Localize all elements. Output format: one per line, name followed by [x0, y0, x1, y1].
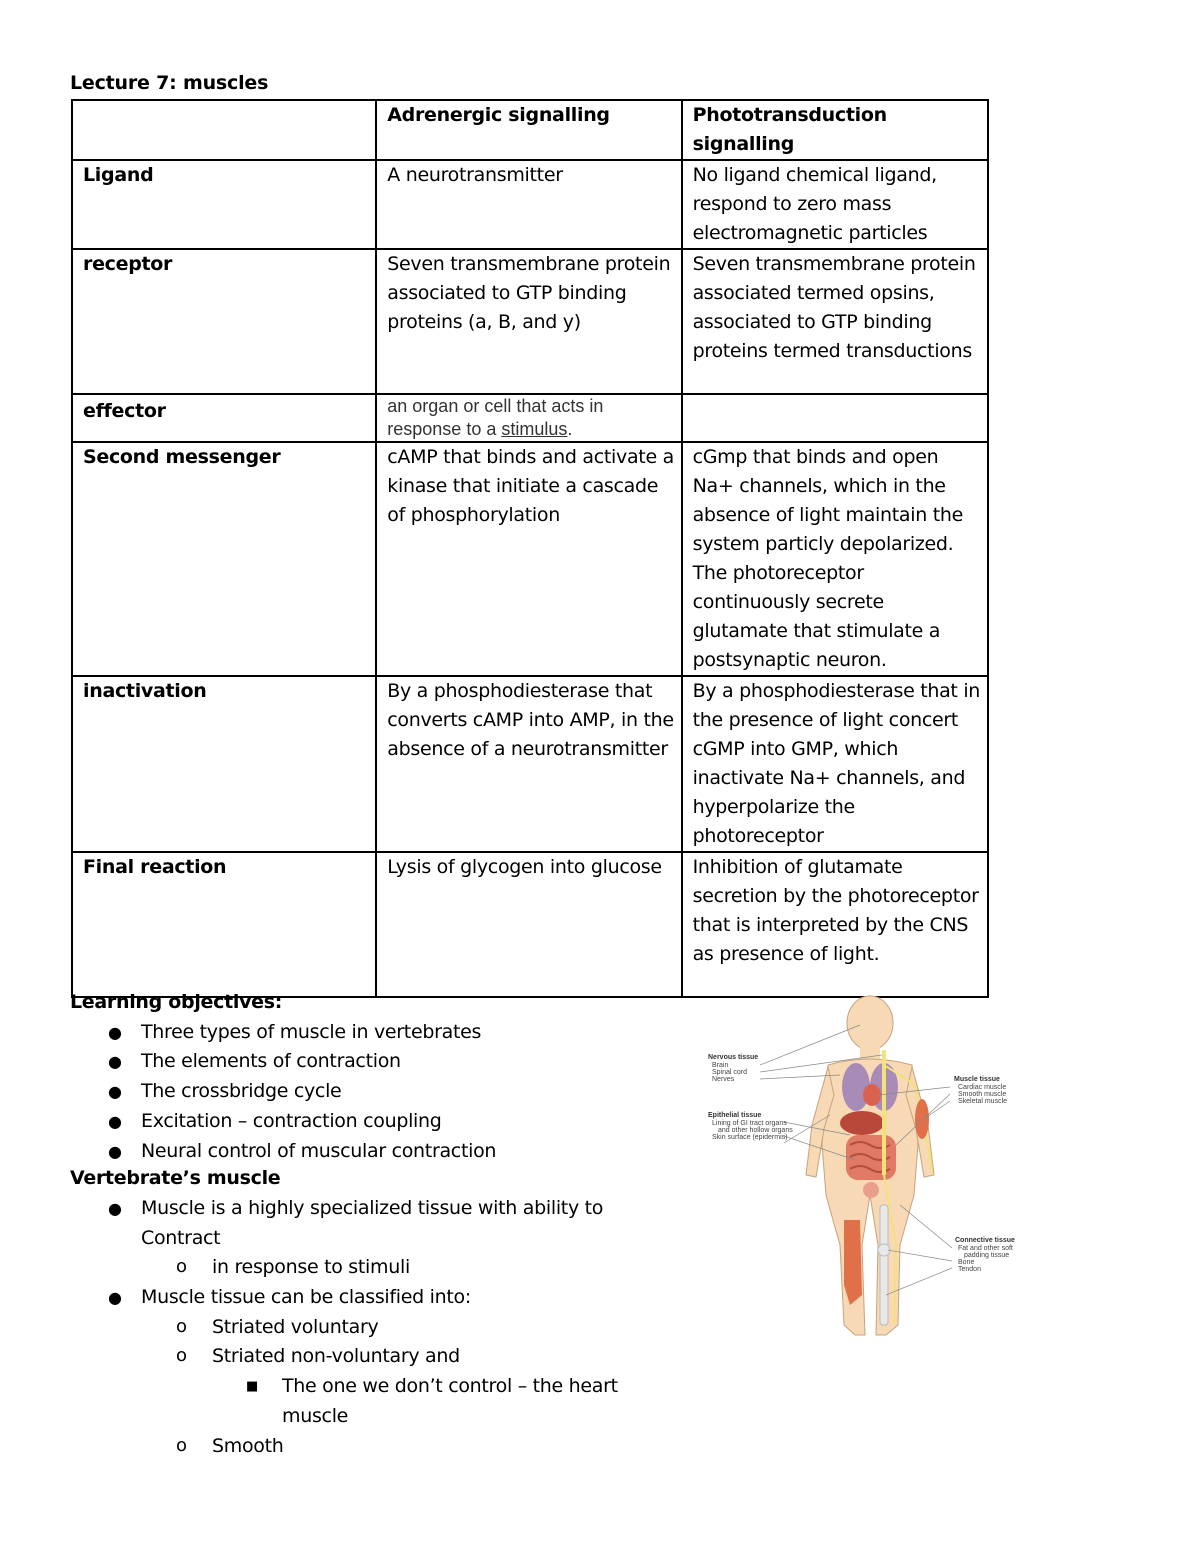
human-body-illustration [700, 995, 1020, 1340]
row-label: effector [72, 394, 376, 442]
disc-bullet-icon: ● [108, 1022, 122, 1042]
figure-label: Skin surface (epidermis) [712, 1134, 788, 1141]
list-item [70, 1372, 642, 1431]
list-item-text: Three types of muscle in vertebrates [141, 1020, 482, 1043]
row-label: inactivation [72, 676, 376, 852]
cell-adrenergic: Seven transmembrane protein associated to GTP binding proteins (a, B, and y) [376, 249, 681, 394]
row-label: Second messenger [72, 442, 376, 676]
effector-definition: an organ or cell that acts in response to a [387, 396, 604, 439]
table-row-second-messenger [72, 442, 988, 676]
table-row-ligand [72, 160, 988, 249]
figure-label: Nerves [712, 1076, 735, 1083]
list-item [70, 1137, 690, 1167]
cell-phototransduction: By a phosphodiesterase that in the presence of light concert cGMP into GMP, which inactivate Na+ channels, and hyperpolarize the photoreceptor [682, 676, 988, 852]
lung-shape [842, 1063, 870, 1111]
list-item [70, 1018, 690, 1048]
list-item [70, 1077, 690, 1107]
arm-muscle-shape [915, 1099, 929, 1139]
table-row-effector [72, 394, 988, 442]
bladder-shape [863, 1182, 879, 1198]
header-empty-cell [72, 100, 376, 160]
cell-adrenergic [376, 394, 681, 442]
list-item [70, 1432, 690, 1462]
figure-label: padding tissue [964, 1252, 1010, 1259]
figure-label: Bone [958, 1259, 975, 1266]
list-item [70, 1107, 690, 1137]
table-row-receptor [72, 249, 988, 394]
list-item-text: Muscle tissue can be classified into: [141, 1286, 471, 1309]
list-item-text: Excitation – contraction coupling [141, 1109, 442, 1132]
row-label: Final reaction [72, 852, 376, 997]
disc-bullet-icon: ● [108, 1082, 122, 1102]
header-phototransduction: Phototransduction signalling [682, 100, 988, 160]
row-label: receptor [72, 249, 376, 394]
learning-objectives-heading: Learning objectives: [70, 991, 283, 1013]
figure-label: Smooth muscle [958, 1091, 1007, 1098]
tissue-types-figure [700, 995, 1020, 1340]
page-title: Lecture 7: muscles [70, 72, 269, 94]
cell-adrenergic: A neurotransmitter [376, 160, 681, 249]
figure-label: Spinal cord [712, 1069, 748, 1076]
circle-bullet-icon: o [176, 1315, 187, 1337]
cell-phototransduction: Inhibition of glutamate secretion by the photoreceptor that is interpreted by the CNS as presence of light. [682, 852, 988, 997]
effector-period: . [567, 419, 573, 439]
cell-adrenergic: By a phosphodiesterase that converts cAMP into AMP, in the absence of a neurotransmitter [376, 676, 681, 852]
row-label: Ligand [72, 160, 376, 249]
figure-label: Lining of GI tract organs [712, 1120, 787, 1127]
square-bullet-icon: ■ [246, 1379, 258, 1395]
cell-phototransduction: cGmp that binds and open Na+ channels, which in the absence of light maintain the system particly depolarized. The photoreceptor continuously secrete glutamate that stimulate a postsynaptic neuron. [682, 442, 988, 676]
circle-bullet-icon: o [176, 1256, 187, 1278]
figure-label: Skeletal muscle [958, 1098, 1008, 1105]
disc-bullet-icon: ● [108, 1111, 122, 1131]
table-header-row [72, 100, 988, 160]
list-item-text: Neural control of muscular contraction [141, 1139, 497, 1162]
figure-label: Brain [712, 1062, 729, 1069]
list-item-text: The crossbridge cycle [141, 1080, 342, 1103]
list-item [70, 1283, 690, 1313]
list-item [70, 1313, 690, 1343]
circle-bullet-icon: o [176, 1345, 187, 1367]
table-row-inactivation [72, 676, 988, 852]
circle-bullet-icon: o [176, 1434, 187, 1456]
cell-phototransduction: No ligand chemical ligand, respond to zero mass electromagnetic particles [682, 160, 988, 249]
list-item-text: in response to stimuli [212, 1256, 410, 1279]
disc-bullet-icon: ● [108, 1141, 122, 1161]
figure-label: Cardiac muscle [958, 1084, 1007, 1091]
bone-shape [880, 1205, 888, 1325]
figure-label: Tendon [958, 1266, 981, 1273]
nervous-tissue-title: Nervous tissue [708, 1054, 759, 1061]
header-adrenergic: Adrenergic signalling [376, 100, 681, 160]
list-item-text: Striated non-voluntary and [212, 1345, 460, 1368]
cell-phototransduction [682, 394, 988, 442]
liver-shape [840, 1111, 884, 1135]
leg-muscle-shape [844, 1220, 862, 1305]
cell-phototransduction: Seven transmembrane protein associated termed opsins, associated to GTP binding proteins termed transductions [682, 249, 988, 394]
list-item-text: Striated voluntary [212, 1315, 379, 1338]
list-item [70, 1253, 690, 1283]
connective-tissue-title: Connective tissue [955, 1237, 1015, 1244]
epithelial-tissue-title: Epithelial tissue [708, 1112, 762, 1119]
comparison-table [71, 99, 989, 998]
disc-bullet-icon: ● [108, 1288, 122, 1308]
cell-adrenergic: Lysis of glycogen into glucose [376, 852, 681, 997]
list-item [70, 1047, 690, 1077]
list-item-text: Muscle is a highly specialized tissue with ability to Contract [141, 1196, 604, 1249]
list-item [70, 1194, 641, 1253]
disc-bullet-icon: ● [108, 1052, 122, 1072]
list-item [70, 1342, 690, 1372]
vertebrate-muscle-heading: Vertebrate’s muscle [70, 1167, 281, 1190]
table-row-final-reaction [72, 852, 988, 997]
muscle-tissue-title: Muscle tissue [954, 1076, 1000, 1083]
stimulus-link[interactable]: stimulus [501, 419, 568, 439]
figure-label: and other hollow organs [718, 1127, 793, 1134]
list-item-text: Smooth [212, 1434, 284, 1457]
disc-bullet-icon: ● [108, 1198, 122, 1218]
list-item-text: The one we don’t control – the heart muscle [282, 1375, 618, 1427]
figure-label: Fat and other soft [958, 1245, 1013, 1252]
list-item-text: The elements of contraction [141, 1050, 401, 1073]
notes-section [70, 988, 690, 1461]
cell-adrenergic: cAMP that binds and activate a kinase that initiate a cascade of phosphorylation [376, 442, 681, 676]
